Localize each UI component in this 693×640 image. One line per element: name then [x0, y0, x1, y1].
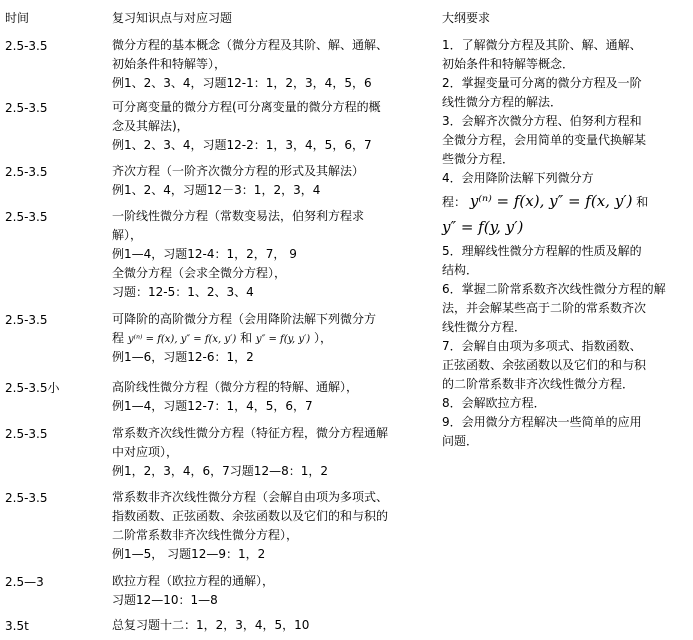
requirements-column [442, 36, 688, 451]
row-topic [112, 98, 442, 155]
topic-line: 可降阶的高阶微分方程（会用降阶法解下列微分方 [112, 312, 377, 326]
formula-a: y⁽ⁿ⁾ = f(x), y″ = f(x, y′) [469, 192, 633, 210]
formula-line [442, 188, 688, 214]
exercise-line: 例1—5， 习题12—9：1，2 [112, 547, 266, 561]
requirement-item [442, 337, 688, 394]
requirement-line: 4．会用降阶法解下列微分方 [442, 171, 594, 185]
header-time: 时间 [5, 11, 30, 25]
topic-line: 常系数非齐次线性微分方程（会解自由项为多项式、 [112, 490, 389, 504]
topic-line: 可分离变量的微分方程(可分离变量的微分方程的概 [112, 100, 381, 114]
requirement-item [442, 394, 688, 413]
requirement-line: 7．会解自由项为多项式、指数函数、 [442, 339, 642, 353]
requirement-line: 8．会解欧拉方程． [442, 396, 546, 410]
requirement-item [442, 74, 688, 112]
row-topic [112, 572, 442, 610]
topic-line: 全微分方程（会求全微分方程）， [112, 266, 287, 280]
requirement-line: 2．掌握变量可分离的微分方程及一阶 [442, 76, 642, 90]
requirement-item [442, 169, 688, 242]
topic-line: 念及其解法)， [112, 119, 189, 133]
requirement-line: 1．了解微分方程及其阶、解、通解、 [442, 38, 642, 52]
formula-join: 和 [636, 195, 649, 209]
row-time: 2.5—3 [5, 575, 44, 589]
row-time: 2.5-3.5 [5, 39, 48, 53]
requirement-line: 全微分方程，会用简单的变量代换解某 [442, 133, 647, 147]
formula-b: y″ = f(y, y′) [255, 334, 311, 345]
requirement-line: 3．会解齐次微分方程、伯努利方程和 [442, 114, 642, 128]
exercise-line: 例1、2、3、4，习题12-2：1，3，4，5，6，7 [112, 138, 372, 152]
topic-line: 解）， [112, 228, 143, 242]
row-topic [112, 207, 442, 302]
formula-join: 和 [240, 331, 253, 345]
topic-line: 指数函数、正弦函数、余弦函数以及它们的和与积的 [112, 509, 389, 523]
requirement-item [442, 413, 688, 451]
exercise-line: 例1、2、4，习题12－3：1，2，3，4 [112, 183, 321, 197]
requirement-line: 线性微分方程的解法． [442, 95, 563, 109]
formula-prefix: 程： [442, 195, 467, 209]
requirement-line: 正弦函数、余弦函数以及它们的和与积 [442, 358, 647, 372]
requirement-item [442, 112, 688, 169]
row-time: 2.5-3.5 [5, 210, 48, 224]
requirement-line: 法，并会解某些高于二阶的常系数齐次 [442, 301, 647, 315]
requirement-line: 线性微分方程． [442, 320, 527, 334]
exercise-line: 例1、2、3、4，习题12-1：1，2，3，4，5，6 [112, 76, 372, 90]
row-topic [112, 616, 442, 635]
formula-b: y″ = f(y, y′) [442, 218, 524, 236]
exercise-line: 例1—6，习题12-6：1，2 [112, 350, 254, 364]
row-topic [112, 162, 442, 200]
row-topic [112, 488, 442, 564]
requirement-line: 些微分方程． [442, 152, 515, 166]
row-time: 2.5-3.5 [5, 491, 48, 505]
requirement-line: 结构． [442, 263, 479, 277]
requirement-line: 9．会用微分方程解决一些简单的应用 [442, 415, 642, 429]
header-requirements: 大纲要求 [442, 11, 491, 25]
topic-line: 齐次方程（一阶齐次微分方程的形式及其解法） [112, 164, 365, 178]
row-topic [112, 36, 442, 93]
row-time: 2.5-3.5 [5, 313, 48, 327]
row-topic [112, 310, 442, 367]
formula-prefix: 程 [112, 331, 125, 345]
requirement-item [442, 280, 688, 337]
row-time: 2.5-3.5 [5, 427, 48, 441]
topic-line: 微分方程的基本概念（微分方程及其阶、解、通解、 [112, 38, 389, 52]
requirement-line: 初始条件和特解等概念． [442, 57, 575, 71]
requirement-line: 的二阶常系数非齐次线性微分方程． [442, 377, 635, 391]
requirement-line: 6．掌握二阶常系数齐次线性微分方程的解 [442, 282, 666, 296]
requirement-line: 5．理解线性微分方程解的性质及解的 [442, 244, 642, 258]
requirement-line: 问题． [442, 434, 479, 448]
topic-line: 常系数齐次线性微分方程（特征方程，微分方程通解 [112, 426, 389, 440]
exercise-line: 习题：12-5：1、2、3、4 [112, 285, 254, 299]
exercise-line: 例1—4，习题12-7：1，4，5，6，7 [112, 399, 313, 413]
row-time: 2.5-3.5 [5, 165, 48, 179]
topic-line: 欧拉方程（欧拉方程的通解）， [112, 574, 275, 588]
formula-a: y⁽ⁿ⁾ = f(x), y″ = f(x, y′) [127, 334, 237, 345]
exercise-line: 例1—4，习题12-4：1，2，7， 9 [112, 247, 297, 261]
row-time: 3.5t [5, 619, 29, 633]
row-topic [112, 424, 442, 481]
row-time: 2.5-3.5小 [5, 381, 60, 395]
topic-line: 中对应项）， [112, 445, 179, 459]
requirement-item [442, 242, 688, 280]
formula-suffix: ）， [313, 331, 332, 345]
formula-line [442, 214, 688, 242]
exercise-line: 习题12—10：1—8 [112, 593, 218, 607]
topic-line: 一阶线性微分方程（常数变易法，伯努利方程求 [112, 209, 365, 223]
topic-line: 总复习题十二：1，2，3，4，5，10 [112, 618, 310, 632]
formula-line [112, 329, 442, 348]
exercise-line: 例1，2，3，4，6，7习题12—8：1，2 [112, 464, 328, 478]
topic-line: 二阶常系数非齐次线性微分方程）， [112, 528, 299, 542]
topic-line: 高阶线性微分方程（微分方程的特解、通解）， [112, 380, 359, 394]
requirement-item [442, 36, 688, 74]
row-time: 2.5-3.5 [5, 101, 48, 115]
header-topic: 复习知识点与对应习题 [112, 11, 233, 25]
topic-line: 初始条件和特解等）， [112, 57, 227, 71]
row-topic [112, 378, 442, 416]
